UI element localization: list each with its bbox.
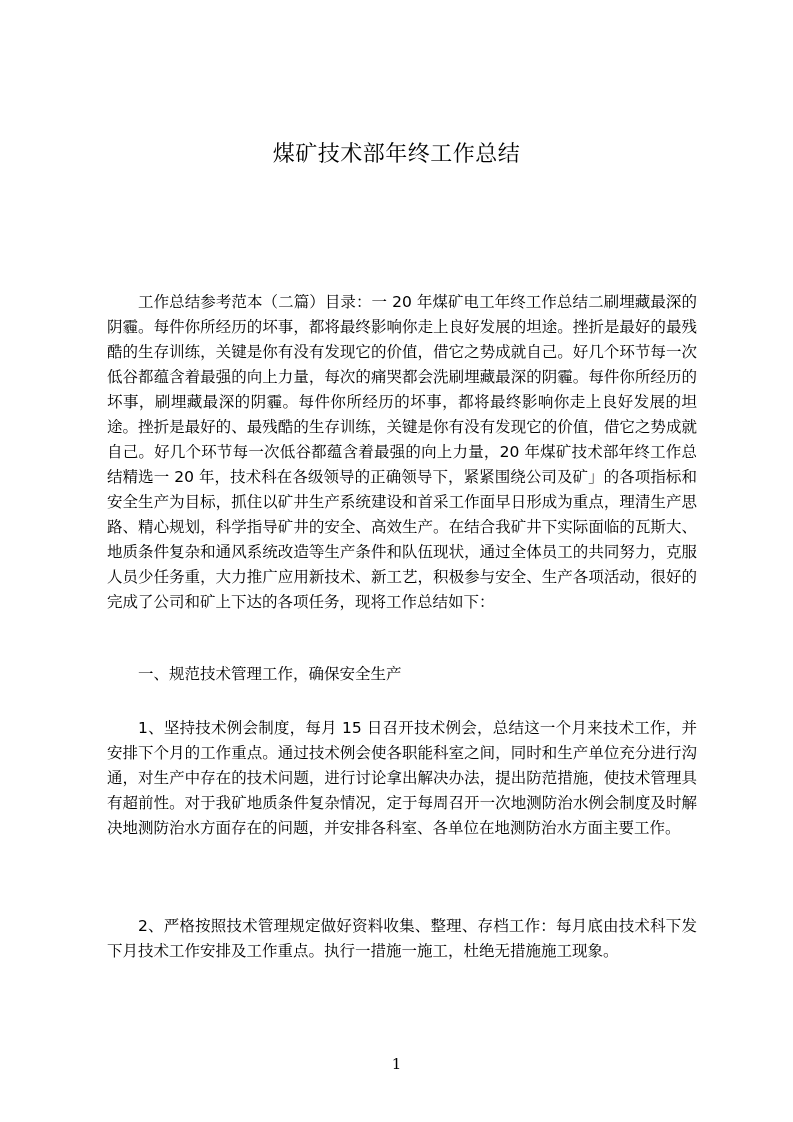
document-title: 煤矿技术部年终工作总结: [272, 142, 521, 167]
section-2-paragraph: 2、严格按照技术管理规定做好资料收集、整理、存档工作：每月底由技术科下发下月技术工作安排及工作重点。执行一措施一施工，杜绝无措施施工现象。: [107, 917, 697, 960]
page-number: 1: [391, 1055, 402, 1073]
section-heading-1: 一、规范技术管理工作，确保安全生产: [138, 665, 402, 683]
section-1-paragraph: 1、坚持技术例会制度，每月 15 日召开技术例会，总结这一个月来技术工作，并安排下个月的工作重点。通过技术例会使各职能科室之间，同时和生产单位充分进行沟通，对生产中存在的技术问题，进行讨论拿出解决办法，提出防范措施，使技术管理具有超前性。对于我矿地质条件复杂情况，定于每周召开一次地测防治水例会制度及时解决地测防治水方面存在的问题，并安排各科室、各单位在地测防治水方面主要工作。: [107, 719, 697, 837]
intro-paragraph: 工作总结参考范本（二篇）目录：一 20 年煤矿电工年终工作总结二刷埋藏最深的阴霾。每件你所经历的坏事，都将最终影响你走上良好发展的坦途。挫折是最好的最残酷的生存训练，关键是你有没有发现它的价值，借它之势成就自己。好几个环节每一次低谷都蕴含着最强的向上力量，每次的痛哭都会洗刷埋藏最深的阴霾。每件你所经历的坏事，刷埋藏最深的阴霾。每件你所经历的坏事，都将最终影响你走上良好发展的坦途。挫折是最好的、最残酷的生存训练，关键是你有没有发现它的价值，借它之势成就自己。好几个环节每一次低谷都蕴含着最强的向上力量，20 年煤矿技术部年终工作总结精选一 20 年，技术科在各级领导的正确领导下，紧紧围绕公司及矿」的各项指标和安全生产为目标，抓住以矿井生产系统建设和首采工作面早日形成为重点，理清生产思路、精心规划，科学指导矿井的安全、高效生产。在结合我矿井下实际面临的瓦斯大、地质条件复杂和通风系统改造等生产条件和队伍现状，通过全体员工的共同努力，克服人员少任务重，大力推广应用新技术、新工艺，积极参与安全、生产各项活动，很好的完成了公司和矿上下达的各项任务，现将工作总结如下：: [107, 293, 697, 611]
